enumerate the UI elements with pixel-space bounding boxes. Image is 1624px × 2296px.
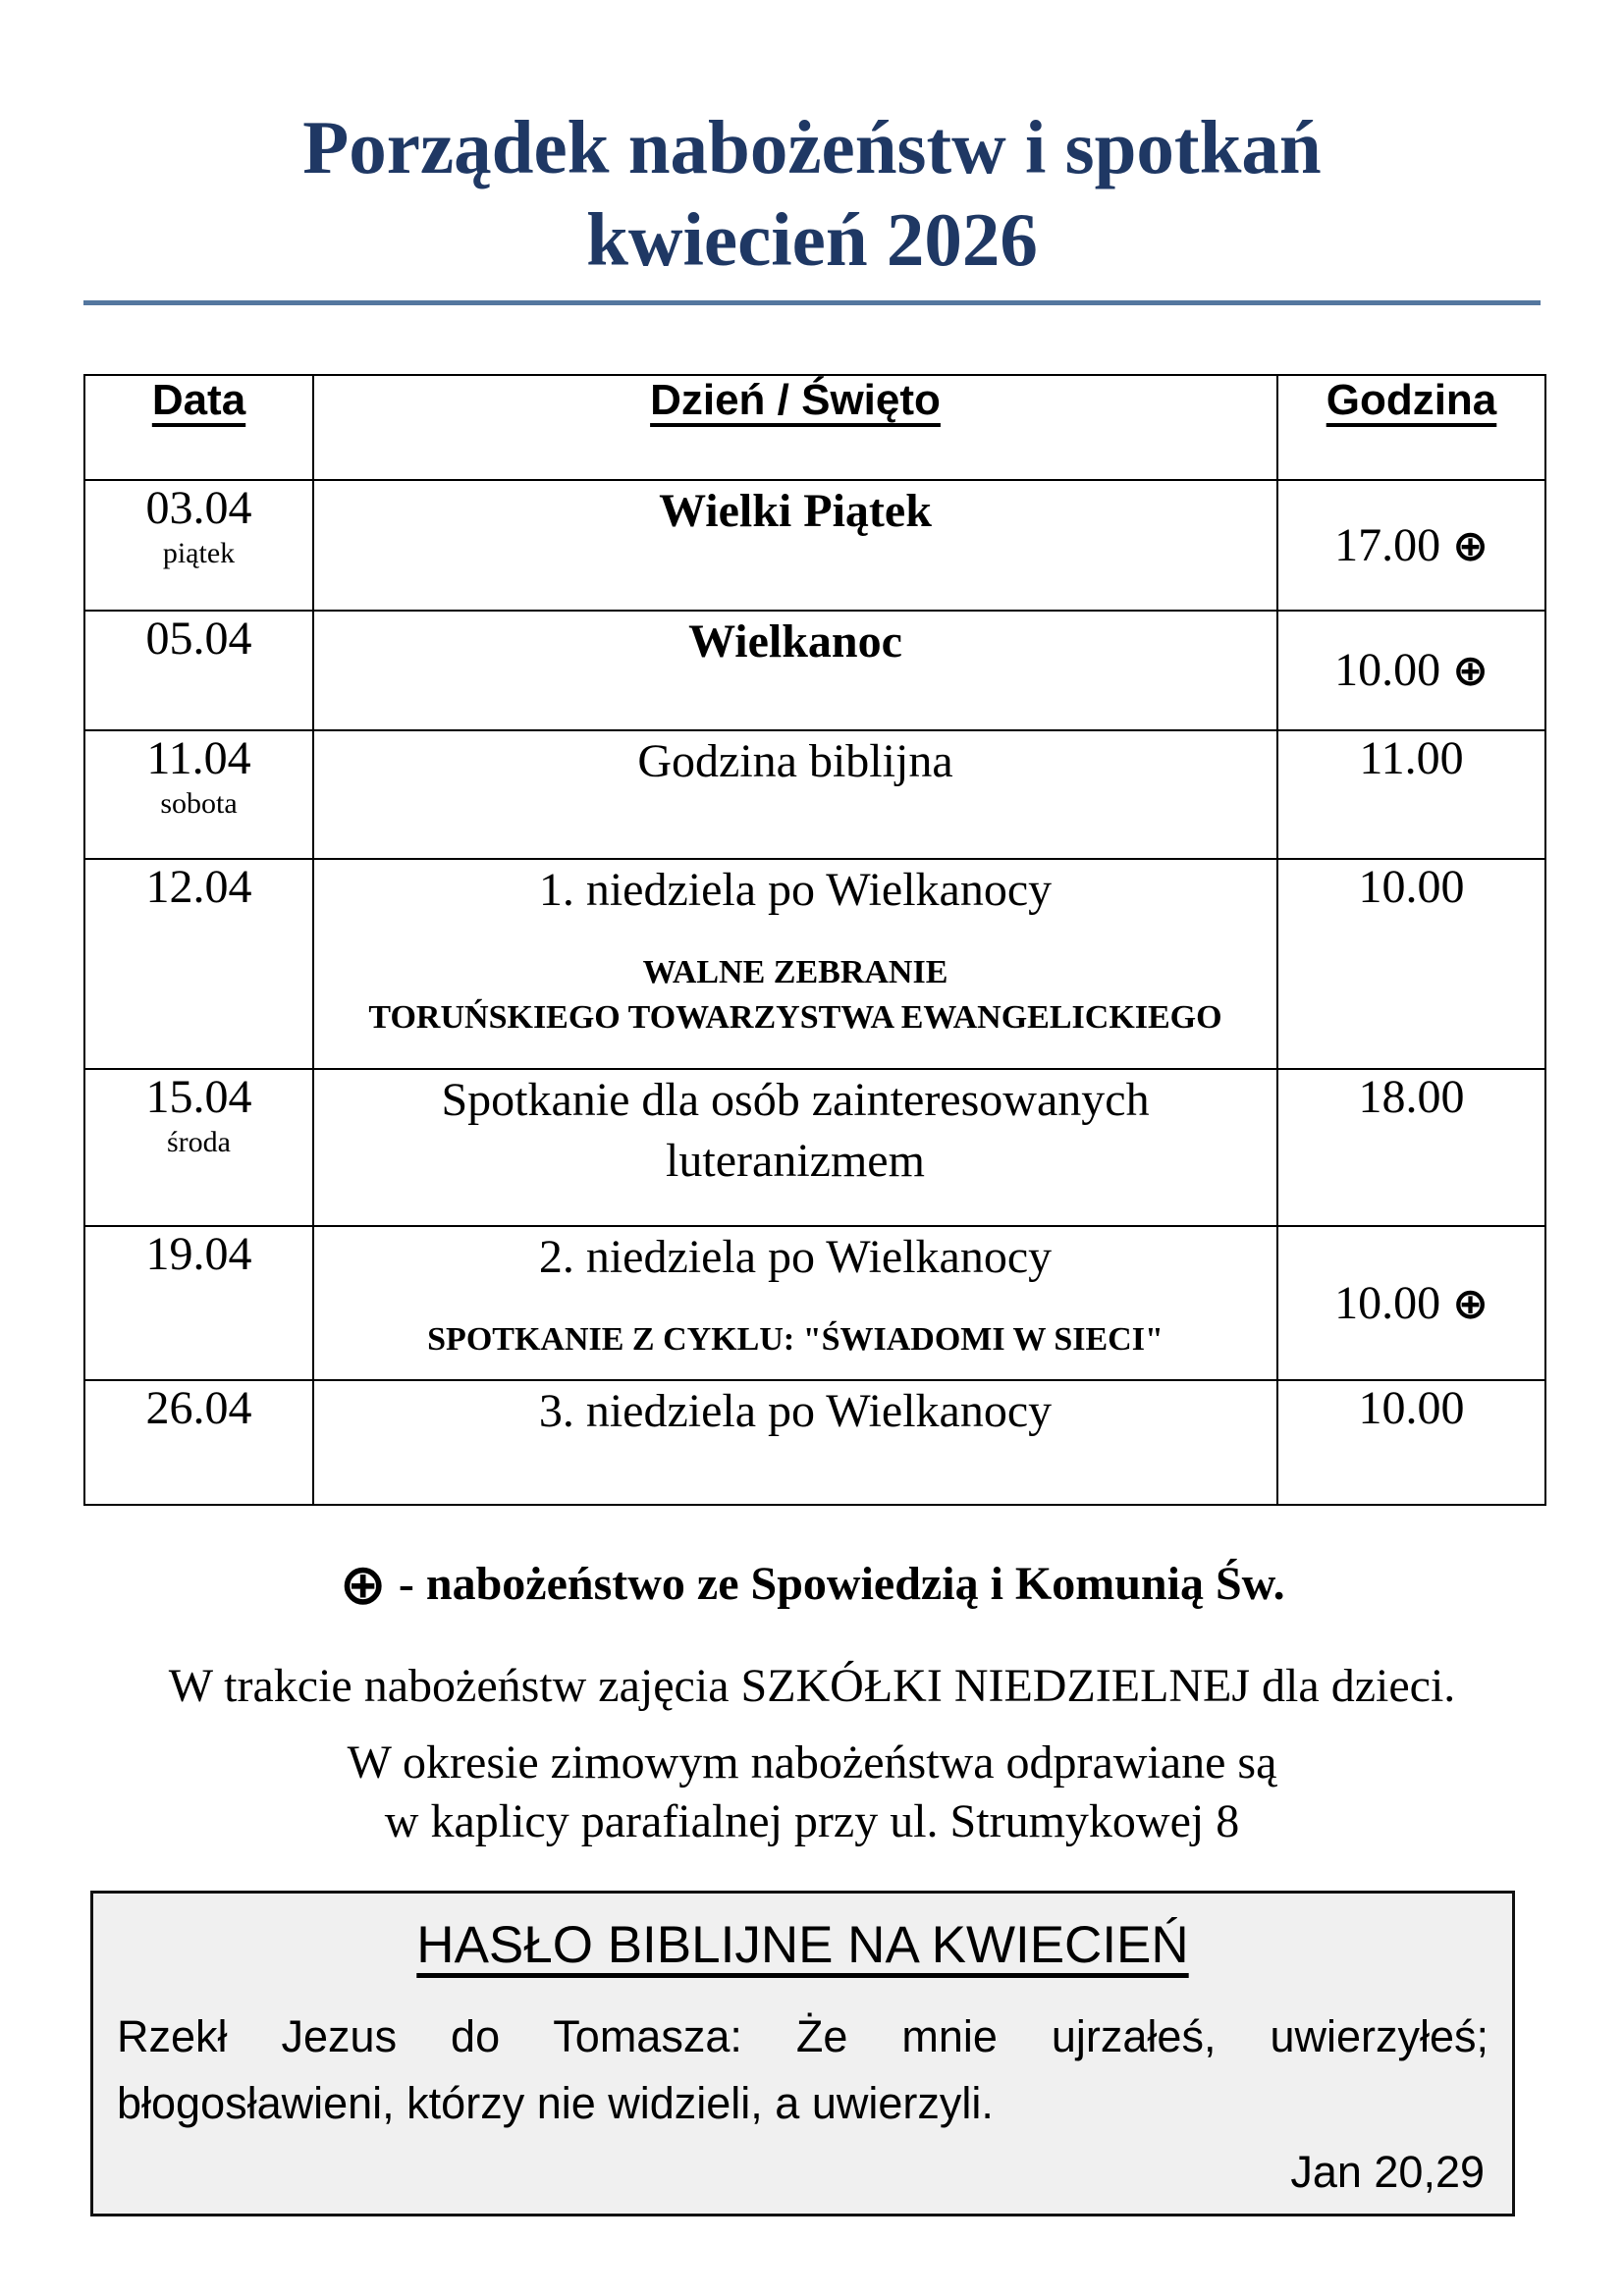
time-cell: [1277, 1069, 1545, 1226]
col-header-date: [84, 375, 313, 480]
col-header-time: [1277, 375, 1545, 480]
event-cell: [313, 730, 1277, 859]
event-subtitle-line2: TORUŃSKIEGO TOWARZYSTWA EWANGELICKIEGO: [368, 999, 1222, 1037]
table-row: [84, 1069, 1545, 1226]
weekday-value: środa: [167, 1125, 231, 1158]
col-header-date-label: Data: [151, 375, 246, 424]
bible-verse-box: [90, 1891, 1515, 2216]
winter-location-note: [0, 1734, 1624, 1851]
event-subtitle: [314, 950, 1276, 1041]
event-cell: [313, 1069, 1277, 1226]
event-subtitle-line1: WALNE ZEBRANIE: [642, 954, 948, 991]
page-title-line1: Porządek nabożeństw i spotkań: [302, 105, 1322, 189]
table-row: [84, 859, 1545, 1069]
event-cell: [313, 480, 1277, 611]
weekday-value: sobota: [160, 786, 238, 820]
date-value: 19.04: [145, 1227, 252, 1280]
time-cell: [1277, 730, 1545, 859]
date-cell: [84, 1226, 313, 1380]
event-title: Godzina biblijna: [637, 734, 953, 787]
sunday-school-note: W trakcie nabożeństw zajęcia SZKÓŁKI NIEDZIELNEJ dla dzieci.: [168, 1659, 1456, 1712]
date-cell: [84, 1380, 313, 1505]
communion-legend-text: - nabożeństwo ze Spowiedzią i Komunią Św.: [398, 1557, 1285, 1610]
verse-box-title: [117, 1915, 1489, 1975]
date-cell: [84, 730, 313, 859]
date-value: 05.04: [145, 612, 252, 665]
date-value: 26.04: [145, 1381, 252, 1434]
verse-box-title-text: HASŁO BIBLIJNE NA KWIECIEŃ: [416, 1915, 1189, 1974]
communion-cross-icon: ⊕: [339, 1550, 387, 1618]
table-header-row: [84, 375, 1545, 480]
table-row: [84, 1380, 1545, 1505]
event-title: Spotkanie dla osób zainteresowanych luteranizmem: [441, 1073, 1150, 1188]
event-cell: [313, 1380, 1277, 1505]
communion-cross-icon: ⊕: [1452, 646, 1489, 697]
communion-cross-icon: ⊕: [1452, 520, 1489, 571]
verse-body-line2: błogosławieni, którzy nie widzieli, a uwierzyli.: [117, 2078, 994, 2129]
title-divider-rule: [83, 300, 1541, 305]
date-value: 12.04: [145, 860, 252, 913]
event-cell: [313, 1226, 1277, 1380]
event-cell: [313, 611, 1277, 730]
time-value: 10.00: [1334, 1276, 1441, 1329]
time-value: 10.00: [1358, 860, 1465, 913]
winter-location-line2: w kaplicy parafialnej przy ul. Strumykowej 8: [384, 1794, 1240, 1847]
event-title: 2. niedziela po Wielkanocy: [538, 1230, 1053, 1283]
time-value: 10.00: [1334, 644, 1441, 697]
table-row: [84, 1226, 1545, 1380]
time-cell: [1277, 859, 1545, 1069]
event-subtitle-line1: SPOTKANIE Z CYKLU: "ŚWIADOMI W SIECI": [427, 1321, 1164, 1359]
date-value: 03.04: [145, 481, 252, 534]
event-title: 3. niedziela po Wielkanocy: [538, 1384, 1053, 1437]
time-value: 11.00: [1359, 731, 1464, 784]
time-value: 18.00: [1358, 1070, 1465, 1123]
winter-location-line1: W okresie zimowym nabożeństwa odprawiane są: [347, 1735, 1277, 1789]
event-title: Wielki Piątek: [659, 484, 932, 537]
time-cell: [1277, 1226, 1545, 1380]
time-cell: [1277, 1380, 1545, 1505]
col-header-event-label: Dzień / Święto: [650, 375, 941, 424]
verse-body-line1: Rzekł Jezus do Tomasza: Że mnie ujrzałeś, uwierzyłeś;: [117, 2010, 1489, 2061]
date-cell: [84, 1069, 313, 1226]
page-title-line2: kwiecień 2026: [586, 196, 1038, 282]
event-subtitle: [314, 1317, 1276, 1362]
table-row: [84, 730, 1545, 859]
time-value: 10.00: [1358, 1381, 1465, 1434]
verse-citation: Jan 20,29: [1290, 2146, 1485, 2197]
table-row: [84, 611, 1545, 730]
page-title: [0, 102, 1624, 287]
service-schedule-table: [83, 374, 1546, 1506]
date-cell: [84, 611, 313, 730]
date-cell: [84, 859, 313, 1069]
table-row: [84, 480, 1545, 611]
col-header-event: [313, 375, 1277, 480]
weekday-value: piątek: [162, 536, 236, 569]
time-cell: [1277, 611, 1545, 730]
col-header-time-label: Godzina: [1326, 375, 1497, 424]
event-title: 1. niedziela po Wielkanocy: [538, 863, 1053, 916]
date-cell: [84, 480, 313, 611]
event-title: Wielkanoc: [688, 614, 902, 667]
event-cell: [313, 859, 1277, 1069]
time-value: 17.00: [1334, 518, 1441, 571]
date-value: 11.04: [146, 731, 251, 784]
communion-cross-icon: ⊕: [1452, 1278, 1489, 1329]
time-cell: [1277, 480, 1545, 611]
date-value: 15.04: [145, 1070, 252, 1123]
communion-legend: [0, 1551, 1624, 1618]
